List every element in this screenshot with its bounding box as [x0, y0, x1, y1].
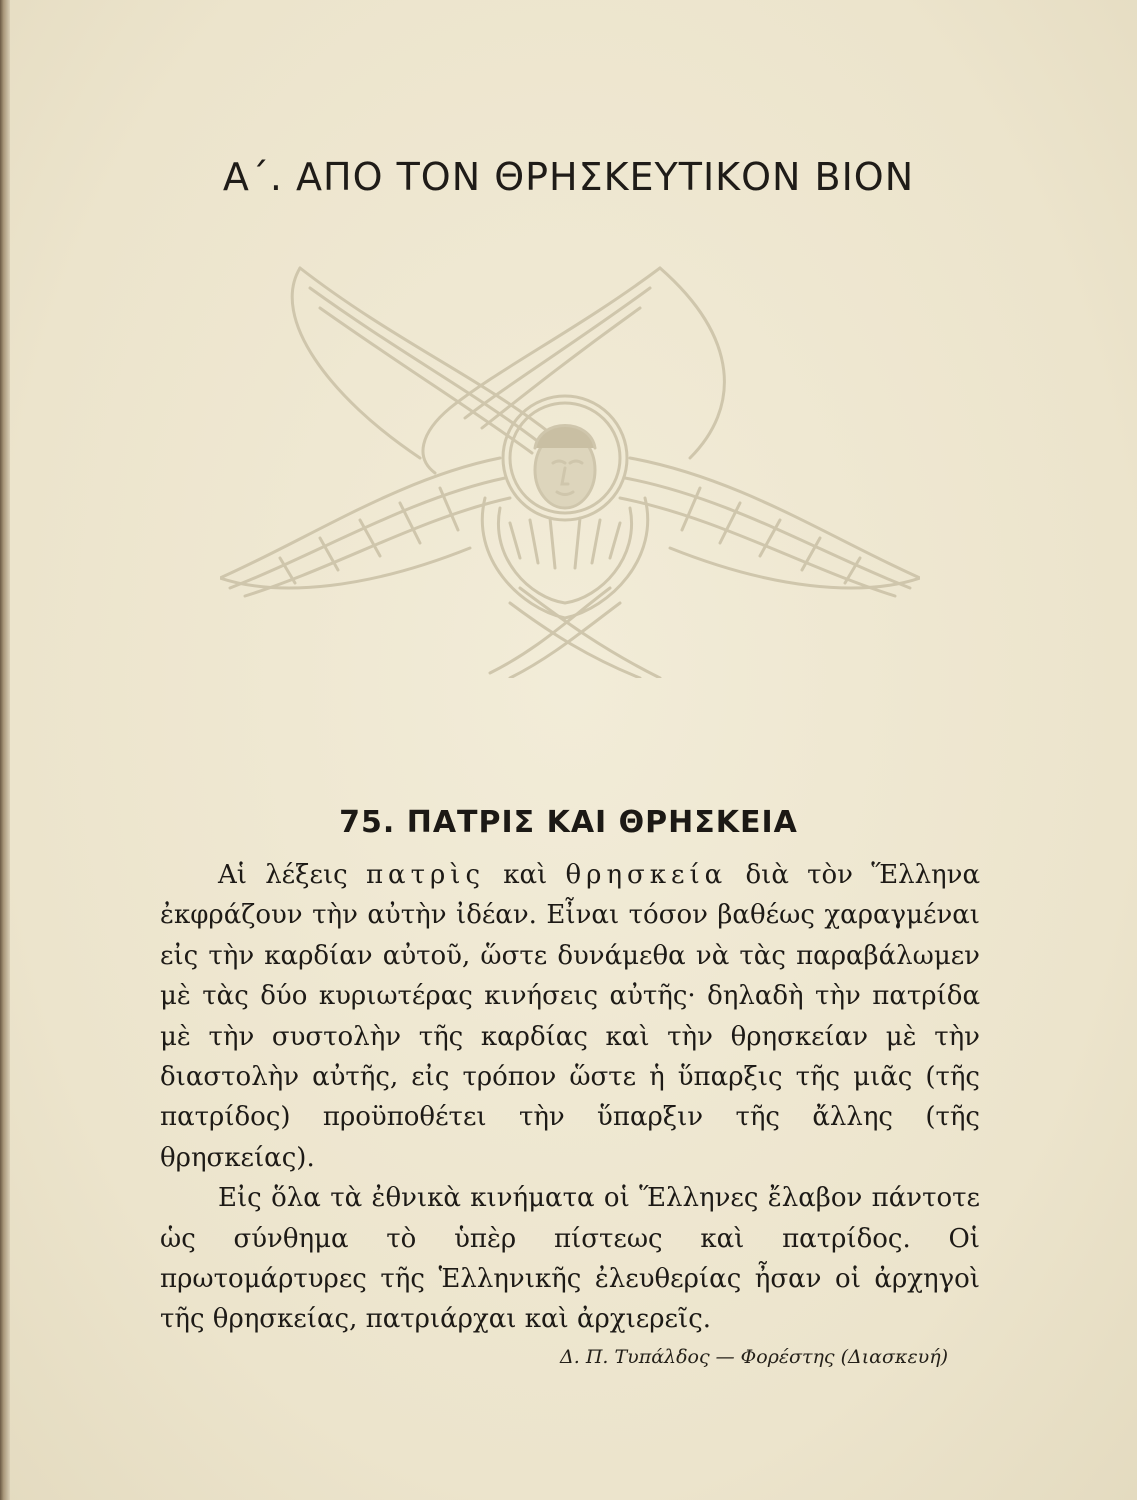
chapter-title: 75. ΠΑΤΡΙΣ ΚΑΙ ΘΡΗΣΚΕΙΑ: [339, 804, 798, 840]
seraph-icon: [220, 258, 920, 678]
paragraph-1-rest: διὰ τὸν Ἕλληνα ἐκφράζουν τὴν αὐτὴν ἰδέαν. Εἶναι τόσον βαθέως χαραγμέναι εἰς τὴν καρδίαν αὐτοῦ, ὥστε δυνάμεθα νὰ τὰς παραβάλωμεν μὲ τὰς δύο κυριωτέρας κινήσεις αὐτῆς· δηλαδὴ τὴν πατρίδα μὲ τὴν συστολὴν τῆς καρδίας καὶ τὴν θρησκείαν μὲ τὴν διαστολὴν αὐτῆς, εἰς τρόπον ὥστε ἡ ὕπαρξις τῆς μιᾶς (τῆς πατρίδος) προϋποθέτει τὴν ὕπαρξιν τῆς ἄλλης (τῆς θρησκείας).: [160, 860, 980, 1173]
paragraph-2: Εἰς ὅλα τὰ ἐθνικὰ κινήματα οἱ Ἕλληνες ἔλαβον πάντοτε ὡς σύνθημα τὸ ὑπὲρ πίστεως καὶ πατρίδος. Οἱ πρωτομάρτυρες τῆς Ἑλληνικῆς ἐλευθερίας ἦσαν οἱ ἀρχηγοὶ τῆς θρησκείας, πατριάρχαι καὶ ἀρχιερεῖς.: [160, 1183, 980, 1335]
author-credit: Δ. Π. Τυπάλδος — Φορέστης (Διασκευή): [560, 1346, 948, 1368]
section-title: Α΄. ΑΠΟ ΤΟΝ ΘΡΗΣΚΕΥΤΙΚΟΝ ΒΙΟΝ: [222, 155, 915, 200]
word-kai: καὶ: [503, 860, 548, 890]
article-body: [160, 855, 980, 1340]
word-patris: πατρὶς: [365, 860, 486, 890]
paragraph-1-lead: Αἱ λέξεις: [218, 860, 348, 890]
word-thriskeia: θρησκεία: [565, 860, 728, 890]
paragraph-1: [160, 855, 980, 1178]
page-binding-edge: [0, 0, 10, 1500]
